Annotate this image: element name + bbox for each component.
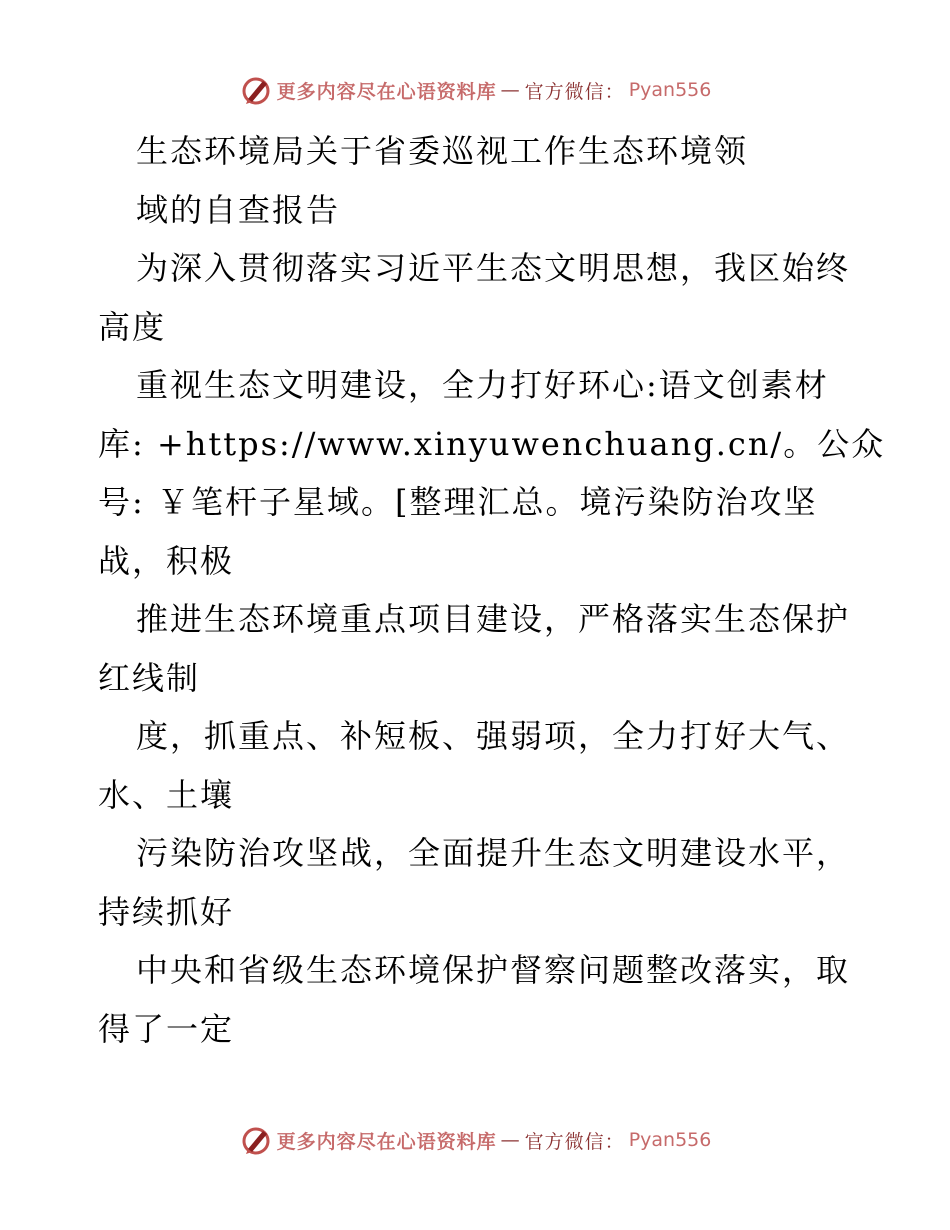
paragraph-line: 战，积极 <box>98 541 235 580</box>
header-wechat-label: 官方微信： <box>524 80 625 103</box>
document-title-line-2: 域的自查报告 <box>136 190 341 229</box>
header-banner-dash: — <box>500 79 521 101</box>
header-banner-text: 更多内容尽在心语资料库 <box>276 80 497 103</box>
paragraph-line: 污染防治攻坚战，全面提升生态文明建设水平， <box>136 834 851 872</box>
paragraph-line: 度，抓重点、补短板、强弱项，全力打好大气、 <box>136 717 851 755</box>
header-banner-content <box>239 73 712 107</box>
document-title-line-1: 生态环境局关于省委巡视工作生态环境领 <box>136 132 749 170</box>
paragraph-line: 水、土壤 <box>98 775 235 814</box>
paragraph-line: 号: ￥笔杆子星域。[整理汇总。境污染防治攻坚 <box>98 483 818 521</box>
pen-logo-icon <box>239 1123 273 1157</box>
paragraph-line: 重视生态文明建设，全力打好环心:语文创素材 <box>136 366 829 404</box>
footer-banner-text: 更多内容尽在心语资料库 <box>276 1130 497 1153</box>
header-wechat-id: Pyan556 <box>628 79 712 101</box>
footer-banner-content <box>239 1123 712 1157</box>
pen-logo-icon <box>239 73 273 107</box>
header-banner <box>0 70 950 110</box>
paragraph-line: 得了一定 <box>98 1009 235 1048</box>
footer-banner-dash: — <box>500 1129 521 1151</box>
paragraph-line: 为深入贯彻落实习近平生态文明思想，我区始终 <box>136 249 851 287</box>
paragraph-line: 库: +https://www.xinyuwenchuang.cn/。公众 <box>98 424 886 463</box>
paragraph-line: 中央和省级生态环境保护督察问题整改落实，取 <box>136 951 851 989</box>
paragraph-line: 推进生态环境重点项目建设，严格落实生态保护 <box>136 600 851 638</box>
paragraph-line: 持续抓好 <box>98 892 235 931</box>
paragraph-line: 高度 <box>98 307 167 346</box>
footer-banner <box>0 1120 950 1160</box>
paragraph-line: 红线制 <box>98 658 201 697</box>
footer-wechat-label: 官方微信： <box>524 1130 625 1153</box>
footer-wechat-id: Pyan556 <box>628 1129 712 1151</box>
document-body <box>98 122 886 1058</box>
